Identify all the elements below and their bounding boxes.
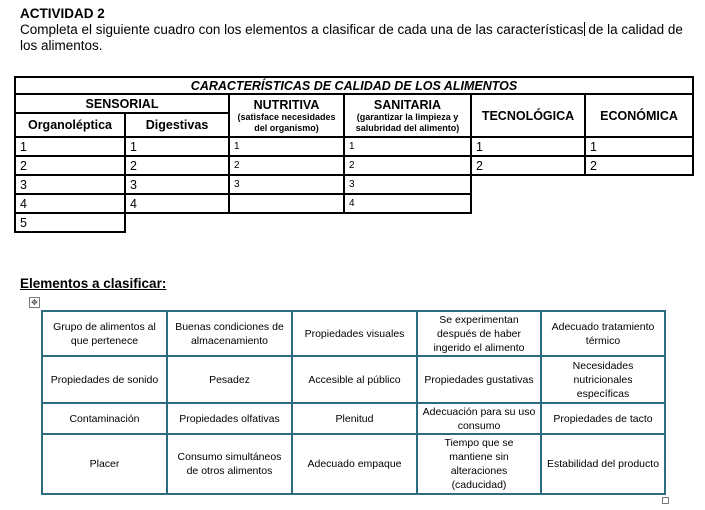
nutritiva-note: (satisface necesidades del organismo) bbox=[237, 111, 336, 133]
element-cell[interactable]: Pesadez bbox=[167, 356, 292, 403]
cell-organoleptica-4[interactable]: 4 bbox=[15, 194, 125, 213]
element-cell[interactable]: Se experimentan después de haber ingerido el alimento bbox=[417, 311, 541, 356]
elements-label: Elementos a clasificar: bbox=[20, 276, 167, 291]
activity-instruction bbox=[20, 22, 690, 54]
element-cell[interactable]: Buenas condiciones de almacenamiento bbox=[167, 311, 292, 356]
cell-nutritiva-1[interactable]: 1 bbox=[229, 137, 344, 156]
element-cell[interactable]: Propiedades olfativas bbox=[167, 403, 292, 434]
element-cell[interactable]: Contaminación bbox=[42, 403, 167, 434]
cell-organoleptica-2[interactable]: 2 bbox=[15, 156, 125, 175]
elements-table bbox=[41, 310, 666, 495]
instruction-text-2: de la calidad de los alimentos. bbox=[20, 22, 683, 53]
element-cell[interactable]: Adecuado tratamiento térmico bbox=[541, 311, 665, 356]
element-cell[interactable]: Propiedades gustativas bbox=[417, 356, 541, 403]
header-tecnologica: TECNOLÓGICA bbox=[471, 94, 585, 137]
empty-area bbox=[471, 194, 693, 213]
sanitaria-label: SANITARIA bbox=[373, 97, 442, 112]
element-cell[interactable]: Tiempo que se mantiene sin alteraciones (caducidad) bbox=[417, 434, 541, 494]
text-cursor bbox=[584, 22, 585, 36]
element-cell[interactable]: Estabilidad del producto bbox=[541, 434, 665, 494]
activity-title: ACTIVIDAD 2 bbox=[20, 6, 105, 21]
empty-area bbox=[471, 175, 693, 194]
table-move-handle-icon[interactable]: ✥ bbox=[29, 297, 40, 308]
element-cell[interactable]: Propiedades visuales bbox=[292, 311, 417, 356]
cell-digestivas-2[interactable]: 2 bbox=[125, 156, 229, 175]
element-cell[interactable]: Propiedades de sonido bbox=[42, 356, 167, 403]
cell-economica-2[interactable]: 2 bbox=[585, 156, 693, 175]
table-title: CARACTERÍSTICAS DE CALIDAD DE LOS ALIMENTOS bbox=[15, 77, 693, 94]
element-cell[interactable]: Placer bbox=[42, 434, 167, 494]
element-cell[interactable]: Necesidades nutricionales específicas bbox=[541, 356, 665, 403]
nutritiva-label: NUTRITIVA bbox=[253, 97, 320, 112]
cell-nutritiva-3[interactable]: 3 bbox=[229, 175, 344, 194]
element-cell[interactable]: Grupo de alimentos al que pertenece bbox=[42, 311, 167, 356]
cell-digestivas-1[interactable]: 1 bbox=[125, 137, 229, 156]
header-organoleptica: Organoléptica bbox=[15, 113, 125, 137]
header-sanitaria bbox=[344, 94, 471, 137]
activity-heading bbox=[20, 6, 690, 54]
sanitaria-note: (garantizar la limpieza y salubridad del alimento) bbox=[355, 111, 460, 133]
table-resize-handle-icon[interactable] bbox=[662, 497, 669, 504]
cell-economica-1[interactable]: 1 bbox=[585, 137, 693, 156]
cell-digestivas-3[interactable]: 3 bbox=[125, 175, 229, 194]
cell-digestivas-4[interactable]: 4 bbox=[125, 194, 229, 213]
cell-nutritiva-2[interactable]: 2 bbox=[229, 156, 344, 175]
instruction-text-1: Completa el siguiente cuadro con los elementos a clasificar de cada una de las características bbox=[20, 22, 584, 37]
cell-tecnologica-1[interactable]: 1 bbox=[471, 137, 585, 156]
header-sensorial: SENSORIAL bbox=[15, 94, 229, 113]
header-digestivas: Digestivas bbox=[125, 113, 229, 137]
element-cell[interactable]: Adecuado empaque bbox=[292, 434, 417, 494]
cell-sanitaria-2[interactable]: 2 bbox=[344, 156, 471, 175]
cell-tecnologica-2[interactable]: 2 bbox=[471, 156, 585, 175]
cell-sanitaria-4[interactable]: 4 bbox=[344, 194, 471, 213]
header-nutritiva bbox=[229, 94, 344, 137]
header-economica: ECONÓMICA bbox=[585, 94, 693, 137]
cell-nutritiva-4[interactable] bbox=[229, 194, 344, 213]
element-cell[interactable]: Accesible al público bbox=[292, 356, 417, 403]
element-cell[interactable]: Propiedades de tacto bbox=[541, 403, 665, 434]
empty-area bbox=[125, 213, 693, 232]
element-cell[interactable]: Plenitud bbox=[292, 403, 417, 434]
cell-organoleptica-5[interactable]: 5 bbox=[15, 213, 125, 232]
element-cell[interactable]: Adecuación para su uso consumo bbox=[417, 403, 541, 434]
cell-organoleptica-1[interactable]: 1 bbox=[15, 137, 125, 156]
characteristics-table bbox=[14, 76, 694, 233]
element-cell[interactable]: Consumo simultáneos de otros alimentos bbox=[167, 434, 292, 494]
cell-sanitaria-1[interactable]: 1 bbox=[344, 137, 471, 156]
cell-sanitaria-3[interactable]: 3 bbox=[344, 175, 471, 194]
cell-organoleptica-3[interactable]: 3 bbox=[15, 175, 125, 194]
